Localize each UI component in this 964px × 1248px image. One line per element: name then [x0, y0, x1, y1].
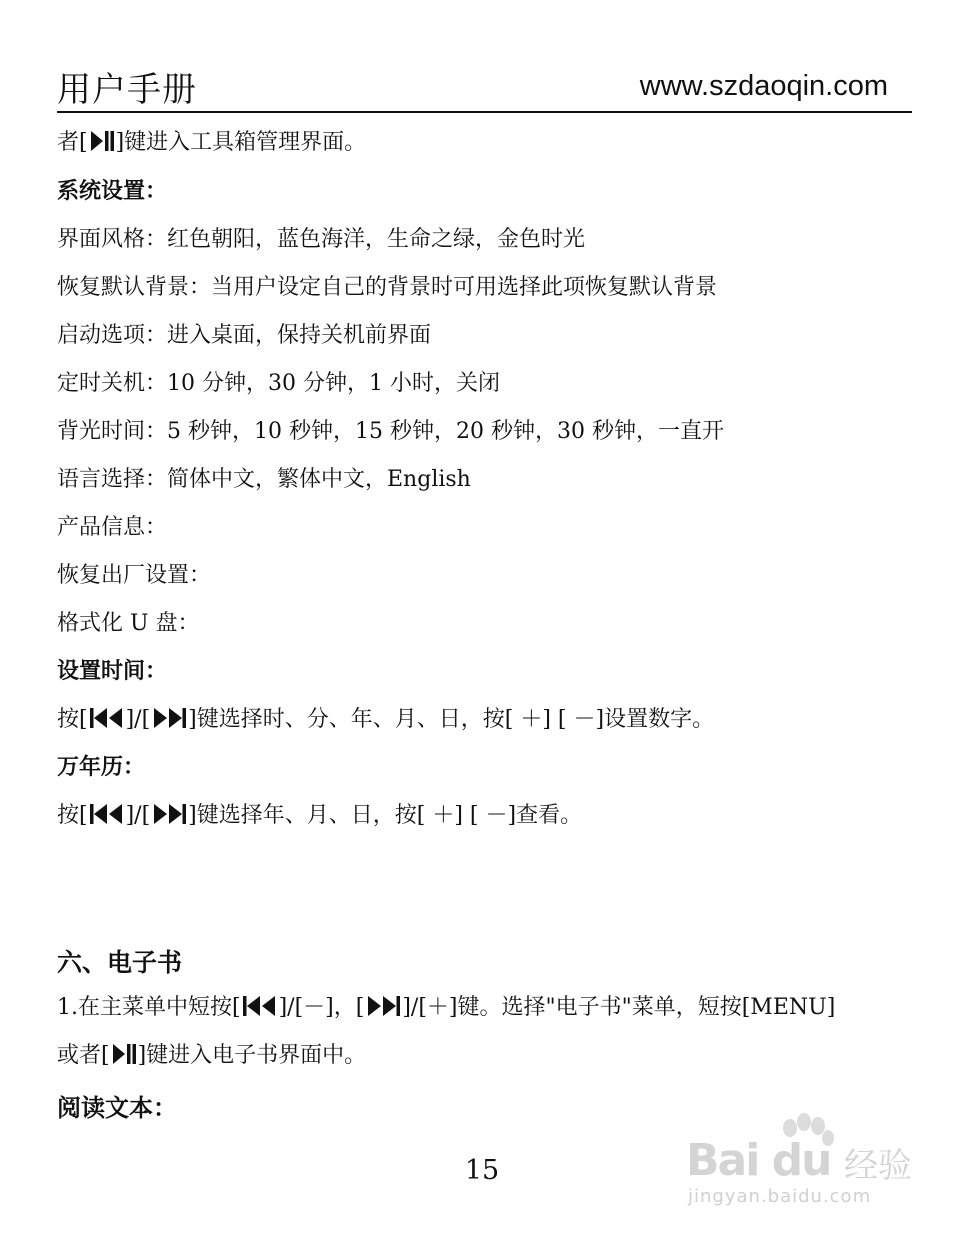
watermark-brand2: 经验: [844, 1146, 912, 1186]
text-fragment: ]/[: [125, 707, 151, 732]
next-track-icon: [151, 802, 187, 826]
format-option: 格式化 U 盘：: [57, 611, 200, 636]
timer-off-option: 定时关机：10 分钟，30 分钟，1 小时，关闭: [57, 371, 500, 396]
text-fragment: 按[: [57, 707, 88, 732]
text-fragment: ]键进入电子书界面中。: [137, 1043, 367, 1068]
play-pause-icon: [89, 129, 115, 153]
product-info-option: 产品信息：: [57, 515, 168, 540]
text-fragment: 者[: [57, 130, 88, 155]
page-number: 15: [464, 1155, 500, 1186]
ebook-step-1-cont: [57, 1041, 366, 1071]
text-fragment: 或者[: [57, 1043, 110, 1068]
backlight-option: 背光时间：5 秒钟，10 秒钟，15 秒钟，20 秒钟，30 秒钟，一直开: [57, 419, 724, 444]
theme-option: 界面风格：红色朝阳，蓝色海洋，生命之绿，金色时光: [57, 227, 586, 252]
text-fragment: ]键选择时、分、年、月、日，按[ ＋] [ －]设置数字。: [188, 707, 715, 732]
previous-track-icon: [89, 706, 125, 730]
text-fragment: ]/[: [125, 803, 151, 828]
header-rule: [57, 111, 912, 113]
startup-option: 启动选项：进入桌面，保持关机前界面: [57, 323, 432, 348]
set-time-line: [57, 705, 714, 735]
read-text-heading: 阅读文本：: [57, 1094, 177, 1122]
restore-background-option: 恢复默认背景：当用户设定自己的背景时可用选择此项恢复默认背景: [57, 275, 718, 300]
text-fragment: 按[: [57, 803, 88, 828]
language-option: 语言选择：简体中文，繁体中文，English: [57, 467, 471, 492]
text-fragment: ]键进入工具箱管理界面。: [115, 130, 367, 155]
calendar-line: [57, 801, 582, 831]
ebook-section-heading: 六、电子书: [57, 948, 183, 977]
calendar-heading: 万年历：: [57, 755, 146, 780]
previous-track-icon: [89, 802, 125, 826]
text-fragment: ]键选择年、月、日，按[ ＋] [ －]查看。: [188, 803, 583, 828]
play-pause-icon: [111, 1042, 137, 1066]
intro-line: [57, 128, 366, 158]
watermark-brand: Bai du: [686, 1135, 831, 1186]
next-track-icon: [151, 706, 187, 730]
header-title: 用户手册: [57, 70, 197, 110]
system-settings-heading: 系统设置：: [57, 179, 168, 204]
text-fragment: ]/[－]，[: [278, 995, 365, 1020]
text-fragment: 1.在主菜单中短按[: [57, 995, 241, 1020]
text-fragment: ]/[＋]键。选择"电子书"菜单，短按[MENU]: [402, 995, 836, 1020]
header-url: www.szdaoqin.com: [639, 70, 888, 102]
factory-reset-option: 恢复出厂设置：: [57, 563, 212, 588]
ebook-step-1: [57, 993, 835, 1023]
next-track-icon: [365, 994, 401, 1018]
set-time-heading: 设置时间：: [57, 659, 168, 684]
previous-track-icon: [242, 994, 278, 1018]
watermark-url: jingyan.baidu.com: [688, 1186, 872, 1207]
